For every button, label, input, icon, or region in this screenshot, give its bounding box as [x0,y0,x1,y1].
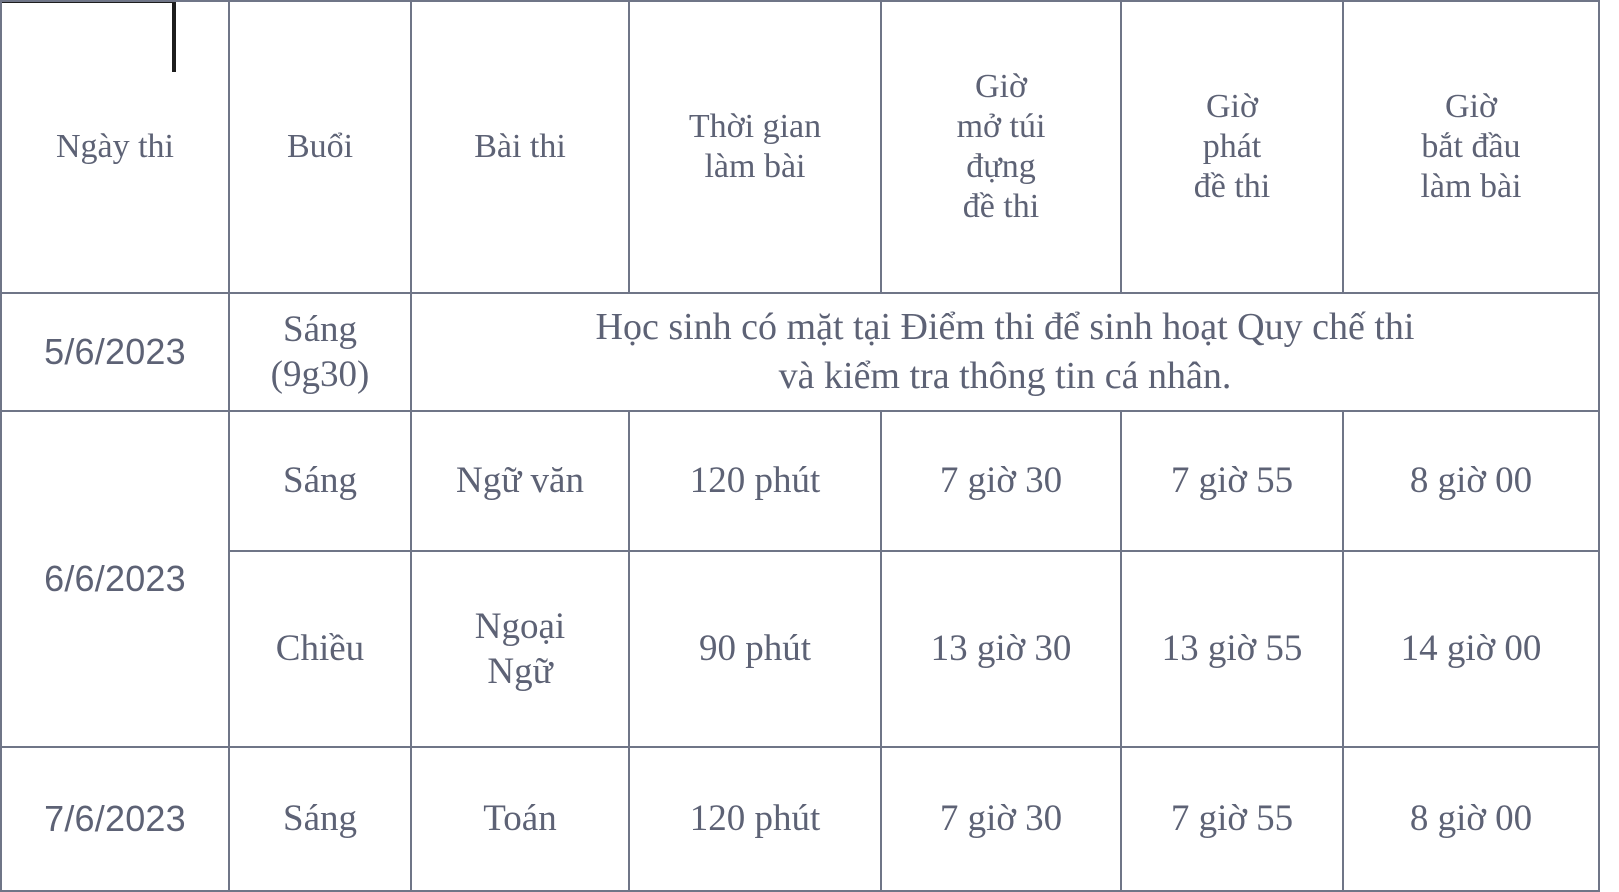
cell-start-time: 8 giờ 00 [1343,411,1599,551]
cell-date: 7/6/2023 [1,747,229,891]
column-header-open-line1: Giờ [975,67,1027,105]
cell-duration: 120 phút [629,411,881,551]
column-header-hand-line1: Giờ [1206,87,1258,125]
cell-duration: 90 phút [629,551,881,747]
cell-start-time: 14 giờ 00 [1343,551,1599,747]
column-header-subject-label: Bài thi [474,127,566,165]
column-header-hand-line2: phát [1202,127,1262,165]
table-row [1,293,1599,411]
cell-open-time: 7 giờ 30 [881,747,1121,891]
column-header-open-line4: đề thi [962,188,1040,226]
cell-session [229,293,411,411]
cell-hand-time: 7 giờ 55 [1121,747,1343,891]
column-header-start-time [1343,1,1599,293]
cell-date: 5/6/2023 [1,293,229,411]
cell-notice-line2: và kiểm tra thông tin cá nhân. [778,355,1232,397]
column-header-date [1,1,229,293]
cell-subject: Toán [411,747,629,891]
cell-session-line1: Sáng [283,308,357,350]
column-header-hand-time [1121,1,1343,293]
column-header-start-line3: làm bài [1420,168,1522,206]
column-header-open-time [881,1,1121,293]
cell-notice [411,293,1599,411]
table-row [1,411,1599,551]
cell-duration: 120 phút [629,747,881,891]
table-row [1,551,1599,747]
cell-session: Chiều [229,551,411,747]
column-header-session [229,1,411,293]
table-row [1,747,1599,891]
column-header-start-line1: Giờ [1445,87,1497,125]
cell-subject [411,551,629,747]
cell-notice-line1: Học sinh có mặt tại Điểm thi để sinh hoạt Quy chế thi [595,306,1415,349]
column-header-open-line3: đựng [966,148,1036,185]
cell-subject-line1: Ngoại [474,605,566,647]
cell-date: 6/6/2023 [1,411,229,747]
column-header-session-label: Buổi [286,127,354,165]
column-header-duration-line1: Thời gian [688,107,822,145]
column-header-hand-line3: đề thi [1193,168,1271,206]
cell-start-time: 8 giờ 00 [1343,747,1599,891]
column-header-start-line2: bắt đầu [1421,127,1521,165]
column-header-duration-line2: làm bài [704,148,806,185]
column-header-date-label: Ngày thi [55,127,175,165]
column-header-duration [629,1,881,293]
cell-session-line2: (9g30) [270,354,370,395]
column-header-subject [411,1,629,293]
cell-hand-time: 7 giờ 55 [1121,411,1343,551]
cell-hand-time: 13 giờ 55 [1121,551,1343,747]
table-header [1,1,1599,293]
header-row [1,1,1599,293]
cell-session: Sáng [229,747,411,891]
cell-subject: Ngữ văn [411,411,629,551]
cell-open-time: 7 giờ 30 [881,411,1121,551]
table-body [1,293,1599,891]
cell-subject-line2: Ngữ [487,651,553,692]
cell-session: Sáng [229,411,411,551]
cell-open-time: 13 giờ 30 [881,551,1121,747]
column-header-open-line2: mở túi [956,107,1046,145]
